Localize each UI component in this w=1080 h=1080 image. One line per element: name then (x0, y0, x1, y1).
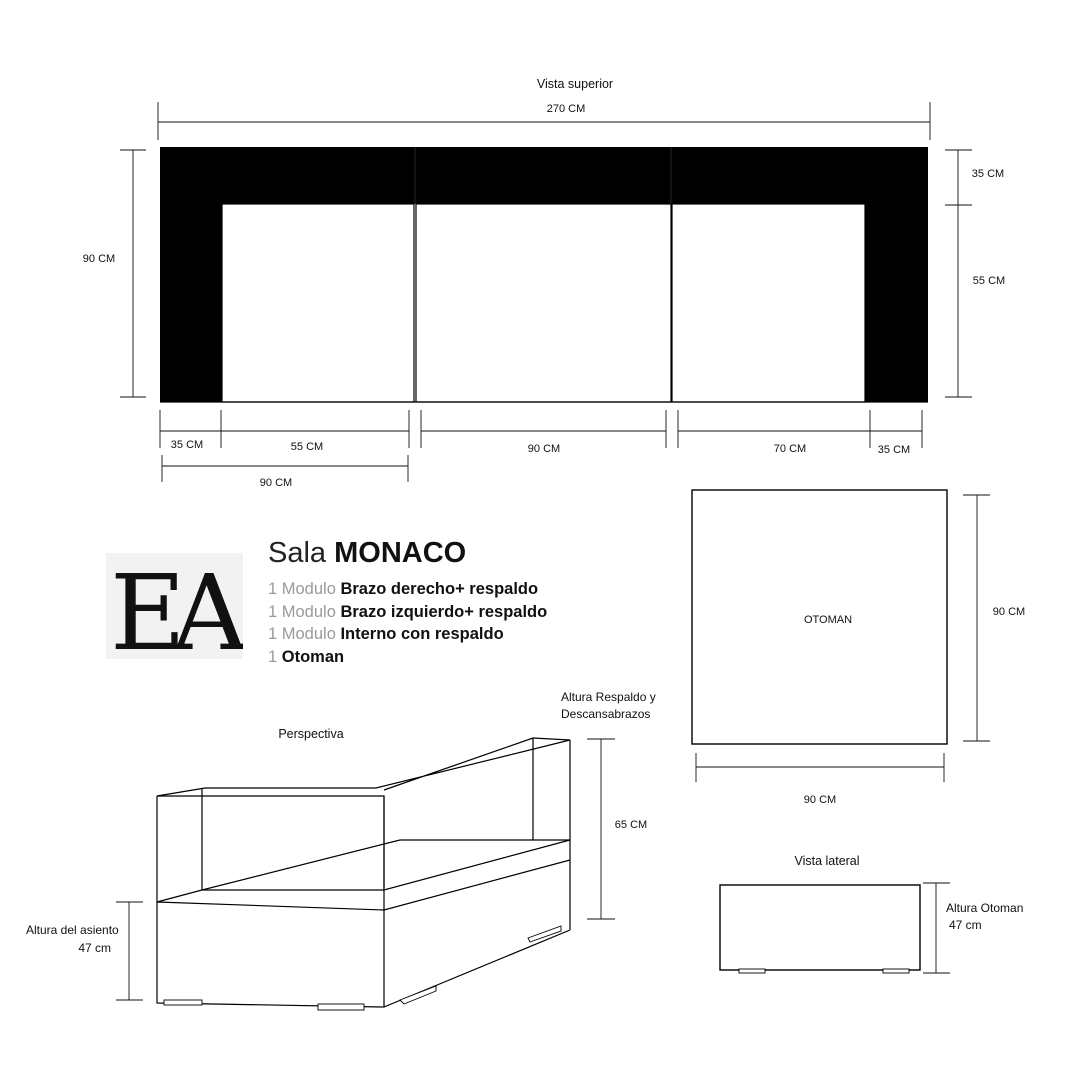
sofa-plan (160, 147, 928, 402)
ottoman-side-outline (720, 885, 920, 970)
top-view (83, 77, 1005, 489)
module-name: Brazo derecho+ respaldo (340, 580, 539, 598)
back-height-label-1: Altura Respaldo y (561, 690, 656, 704)
product-title-block (268, 536, 608, 668)
back-height-value: 65 CM (614, 819, 648, 831)
product-title-bold: MONACO (334, 537, 467, 569)
seat-cushion-right (672, 204, 865, 402)
module-width-label: 90 CM (259, 477, 293, 489)
seat-height-label: Altura del asiento (26, 923, 119, 937)
logo-mark (106, 553, 243, 659)
module-name: Interno con respaldo (340, 625, 504, 643)
back-height-dimension (561, 690, 656, 919)
module-item (268, 578, 608, 601)
back-depth-label: 35 CM (971, 168, 1005, 180)
right-arm-plan (865, 147, 928, 402)
overall-width-dimension (158, 102, 930, 140)
bottom-dimensions (160, 410, 922, 489)
module-qty: 1 Modulo (268, 602, 341, 621)
left-arm-plan (160, 147, 222, 402)
brand-logo (106, 553, 243, 659)
module-item (268, 623, 608, 646)
sofa-perspective-drawing (157, 738, 570, 1010)
perspective-view (26, 690, 656, 1010)
module-qty: 1 Modulo (268, 625, 341, 643)
right-depth-dimensions (945, 150, 1005, 397)
seat-depth-label: 55 CM (972, 275, 1006, 287)
ottoman-height-value: 47 cm (949, 918, 982, 932)
dim-arm-left-label: 35 CM (170, 439, 204, 451)
module-qty: 1 (268, 647, 282, 666)
ottoman-width-label: 90 CM (803, 794, 837, 806)
module-name: Brazo izquierdo+ respaldo (340, 602, 548, 621)
dim-seat-left-label: 55 CM (290, 441, 324, 453)
ottoman-height-label: Altura Otoman (946, 901, 1024, 915)
back-height-label-2: Descansabrazos (561, 707, 651, 721)
ottoman-label: OTOMAN (803, 614, 853, 626)
side-view-title: Vista lateral (794, 854, 860, 868)
overall-width-label: 270 CM (546, 103, 586, 115)
module-item (268, 646, 608, 669)
dim-seat-right-label: 70 CM (773, 443, 807, 455)
ottoman-depth-label: 90 CM (992, 606, 1026, 618)
module-name: Otoman (281, 647, 345, 666)
overall-depth-label: 90 CM (82, 253, 116, 265)
product-title-light: Sala (268, 537, 335, 569)
overall-depth-dimension (83, 150, 146, 397)
seat-cushion-middle (416, 204, 671, 402)
perspective-title: Perspectiva (278, 727, 344, 741)
seat-height-dimension (26, 902, 143, 1000)
dim-arm-right-label: 35 CM (877, 444, 911, 456)
backrest-plan (160, 147, 928, 204)
seat-height-value: 47 cm (78, 941, 111, 955)
seat-cushion-left (222, 204, 414, 402)
product-title (268, 536, 608, 570)
module-item (268, 601, 608, 624)
logo-letters: EA (110, 553, 234, 659)
side-view (720, 854, 1023, 973)
ottoman-top-view (692, 490, 1025, 806)
top-view-title: Vista superior (536, 77, 614, 91)
dim-middle-label: 90 CM (527, 443, 561, 455)
module-qty: 1 Modulo (268, 580, 341, 598)
